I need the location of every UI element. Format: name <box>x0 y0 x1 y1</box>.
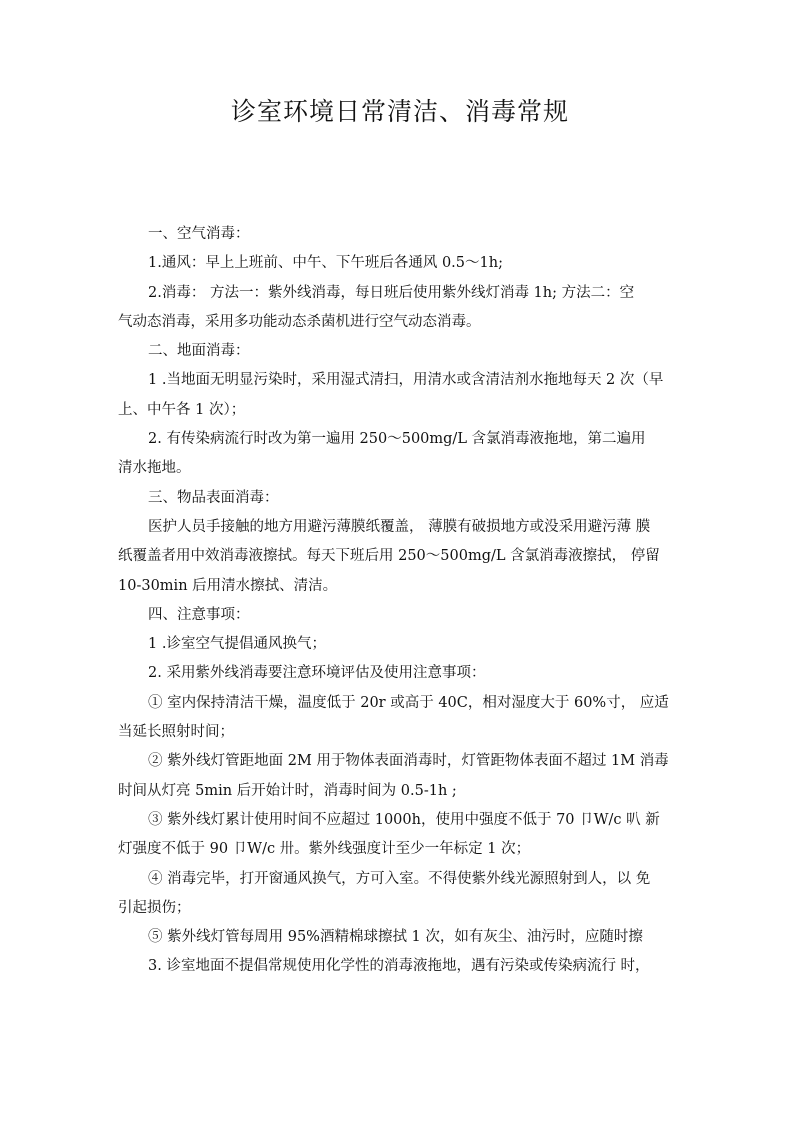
paragraph-line: 2. 采用紫外线消毒要注意环境评估及使用注意事项： <box>148 665 486 682</box>
paragraph-line: 3. 诊室地面不提倡常规使用化学性的消毒液拖地，遇有污染或传染病流行 时， <box>148 958 650 975</box>
paragraph-line: ⑤ 紫外线灯管每周用 95%酒精棉球擦拭 1 次，如有灰尘、油污时，应随时擦 <box>148 929 643 946</box>
paragraph-line: 1.通风：早上上班前、中午、下午班后各通风 0.5～1h; <box>148 255 503 272</box>
section-heading-surface: 三、物品表面消毒： <box>148 489 279 506</box>
paragraph-line: ③ 紫外线灯累计使用时间不应超过 1000h，使用中强度不低于 70 卩W/c 叭 新 <box>148 811 660 828</box>
paragraph-line: 上、中午各 1 次）； <box>118 401 246 418</box>
paragraph-line: 10-30min 后用清水擦拭、清洁。 <box>118 577 338 594</box>
section-heading-notes: 四、注意事项： <box>148 606 250 623</box>
paragraph-line: 1 .当地面无明显污染时，采用湿式清扫，用清水或含清洁剂水拖地每天 2 次（早 <box>148 372 664 389</box>
paragraph-line: 2.消毒： 方法一：紫外线消毒，每日班后使用紫外线灯消毒 1h; 方法二：空 <box>148 284 635 301</box>
paragraph-line: ② 紫外线灯管距地面 2M 用于物体表面消毒时，灯管距物体表面不超过 1M 消毒 <box>148 753 669 770</box>
section-heading-air: 一、空气消毒： <box>148 226 250 242</box>
paragraph-line: 引起损伤； <box>118 899 191 916</box>
document-title: 诊室环境日常清洁、消毒常规 <box>230 97 569 126</box>
paragraph-line: 当延长照射时间； <box>118 724 234 741</box>
section-heading-floor: 二、地面消毒： <box>148 343 250 360</box>
paragraph-line: 2. 有传染病流行时改为第一遍用 250～500mg/L 含氯消毒液拖地，第二遍用 <box>148 431 646 448</box>
paragraph-line: 清水拖地。 <box>118 460 191 477</box>
paragraph-line: ④ 消毒完毕，打开窗通风换气，方可入室。不得使紫外线光源照射到人，以 免 <box>148 870 651 887</box>
paragraph-line: 时间从灯亮 5min 后开始计时，消毒时间为 0.5-1h ; <box>118 782 457 799</box>
paragraph-line: 气动态消毒，采用多功能动态杀菌机进行空气动态消毒。 <box>118 313 481 330</box>
document-body <box>118 220 669 982</box>
paragraph-line: 医护人员手接触的地方用避污薄膜纸覆盖， 薄膜有破损地方或没采用避污薄 膜 <box>148 518 651 535</box>
paragraph-line: 1 .诊室空气提倡通风换气； <box>148 636 326 653</box>
paragraph-line: 纸覆盖者用中效消毒液擦拭。每天下班后用 250～500mg/L 含氯消毒液擦拭， 停留 <box>118 548 660 565</box>
paragraph-line: ① 室内保持清洁干燥，温度低于 20r 或高于 40C，相对湿度大于 60%寸， 应适 <box>148 694 669 711</box>
paragraph-line: 灯强度不低于 90 卩W/c 卅。紫外线强度计至少一年标定 1 次； <box>118 841 531 858</box>
